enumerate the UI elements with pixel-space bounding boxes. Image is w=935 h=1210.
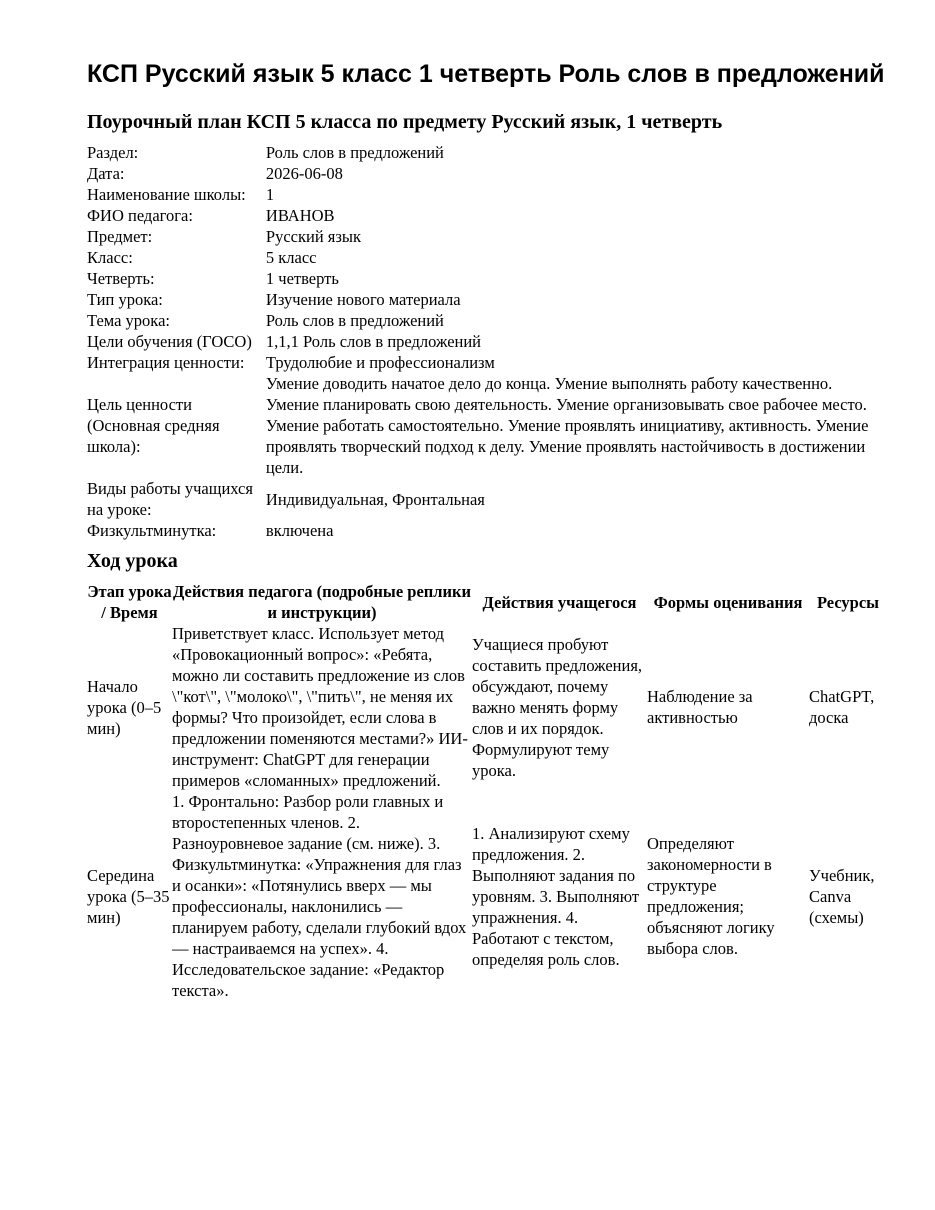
column-header-teacher-actions: Действия педагога (подробные реплики и инструкции)	[172, 582, 472, 622]
meta-label: Тема урока:	[87, 311, 170, 330]
table-row	[87, 791, 887, 1001]
column-header-stage: Этап урока / Время	[87, 582, 172, 622]
meta-label: Интеграция ценности:	[87, 353, 245, 372]
meta-label: ФИО педагога:	[87, 206, 193, 225]
meta-value: ИВАНОВ	[265, 206, 335, 225]
meta-value: включена	[265, 521, 334, 540]
meta-row	[87, 226, 885, 247]
cell-student-actions: 1. Анализируют схему предложения. 2. Выполняют задания по уровням. 3. Выполняют упражнения. 4. Работают с текстом, определяя роль слов.	[472, 823, 640, 969]
meta-value: 5 класс	[265, 248, 317, 267]
lesson-progress-table	[87, 581, 887, 1001]
cell-stage: Начало урока (0–5 мин)	[87, 676, 162, 738]
meta-label: Наименование школы:	[87, 185, 246, 204]
meta-label: Четверть:	[87, 269, 155, 288]
meta-row	[87, 184, 885, 205]
meta-value: Индивидуальная, Фронтальная	[265, 489, 485, 509]
plan-subtitle: Поурочный план КСП 5 класса по предмету Русский язык, 1 четверть	[87, 111, 723, 133]
cell-teacher-actions: 1. Фронтально: Разбор роли главных и второстепенных членов. 2. Разноуровневое задание (см. ниже). 3. Физкультминутка: «Упражнения для глаз и осанки»: «Потянулись вверх — мы профессионалы, наклонились — планируем работу, сделали глубокий вдох — настраиваемся на успех». 4. Исследовательское задание: «Редактор текста».	[172, 792, 467, 1000]
column-header-assessment: Формы оценивания	[653, 592, 803, 612]
meta-value: Роль слов в предложений	[265, 311, 444, 330]
meta-row	[87, 142, 885, 163]
cell-student-actions: Учащиеся пробуют составить предложения, обсуждают, почему важно менять форму слов и их порядок. Формулируют тему урока.	[472, 634, 643, 780]
meta-value: Русский язык	[265, 227, 361, 246]
meta-label: Дата:	[87, 164, 125, 183]
meta-label: Раздел:	[87, 143, 139, 162]
column-header-student-actions: Действия учащегося	[482, 592, 637, 612]
meta-label: Класс:	[87, 248, 133, 267]
meta-label: Физкультминутка:	[87, 521, 217, 540]
meta-label: Виды работы учащихся на уроке:	[87, 479, 253, 519]
meta-label: Цель ценности (Основная средняя школа):	[87, 395, 220, 456]
cell-resources: ChatGPT, доска	[809, 687, 875, 727]
meta-value: Трудолюбие и профессионализм	[265, 353, 495, 372]
document-title: КСП Русский язык 5 класс 1 четверть Роль слов в предложений	[87, 60, 885, 88]
cell-teacher-actions: Приветствует класс. Использует метод «Провокационный вопрос»: «Ребята, можно ли составить предложение из слов \"кот\", \"молоко\", \"пить\", не меняя их формы? Что произойдет, если слова в предложении поменяются местами?» ИИ-инструмент: ChatGPT для генерации примеров «сломанных» предложений.	[172, 624, 468, 790]
meta-value: 1,1,1 Роль слов в предложений	[265, 332, 482, 351]
lesson-progress-heading: Ход урока	[87, 550, 178, 572]
meta-row	[87, 247, 885, 268]
cell-stage: Середина урока (5–35 мин)	[87, 865, 170, 927]
cell-assessment: Наблюдение за активностью	[647, 687, 753, 727]
meta-row	[87, 352, 885, 373]
meta-row	[87, 520, 885, 541]
table-header-row	[87, 581, 887, 623]
meta-value: 1 четверть	[265, 269, 339, 288]
cell-assessment: Определяют закономерности в структуре предложения; объясняют логику выбора слов.	[647, 834, 775, 958]
meta-value: Умение доводить начатое дело до конца. Умение выполнять работу качественно. Умение планировать свою деятельность. Умение организовывать свое рабочее место. Умение работать самостоятельно. Умение проявлять инициативу, активность. Умение проявлять творческий подход к делу. Умение проявлять настойчивость в достижении цели.	[265, 374, 869, 477]
meta-value: Роль слов в предложений	[265, 143, 444, 162]
column-header-resources: Ресурсы	[816, 592, 880, 612]
cell-resources: Учебник, Canva (схемы)	[809, 865, 875, 927]
meta-row	[87, 478, 885, 520]
table-row	[87, 623, 887, 791]
meta-value: Изучение нового материала	[265, 290, 461, 309]
meta-row	[87, 163, 885, 184]
meta-label: Предмет:	[87, 227, 153, 246]
lesson-meta-table	[87, 142, 885, 541]
meta-value: 2026-06-08	[265, 164, 343, 183]
meta-label: Цели обучения (ГОСО)	[87, 332, 252, 351]
meta-row	[87, 373, 885, 478]
meta-row	[87, 310, 885, 331]
meta-row	[87, 331, 885, 352]
meta-value: 1	[265, 185, 275, 204]
meta-row	[87, 289, 885, 310]
meta-label: Тип урока:	[87, 290, 163, 309]
meta-row	[87, 268, 885, 289]
meta-row	[87, 205, 885, 226]
